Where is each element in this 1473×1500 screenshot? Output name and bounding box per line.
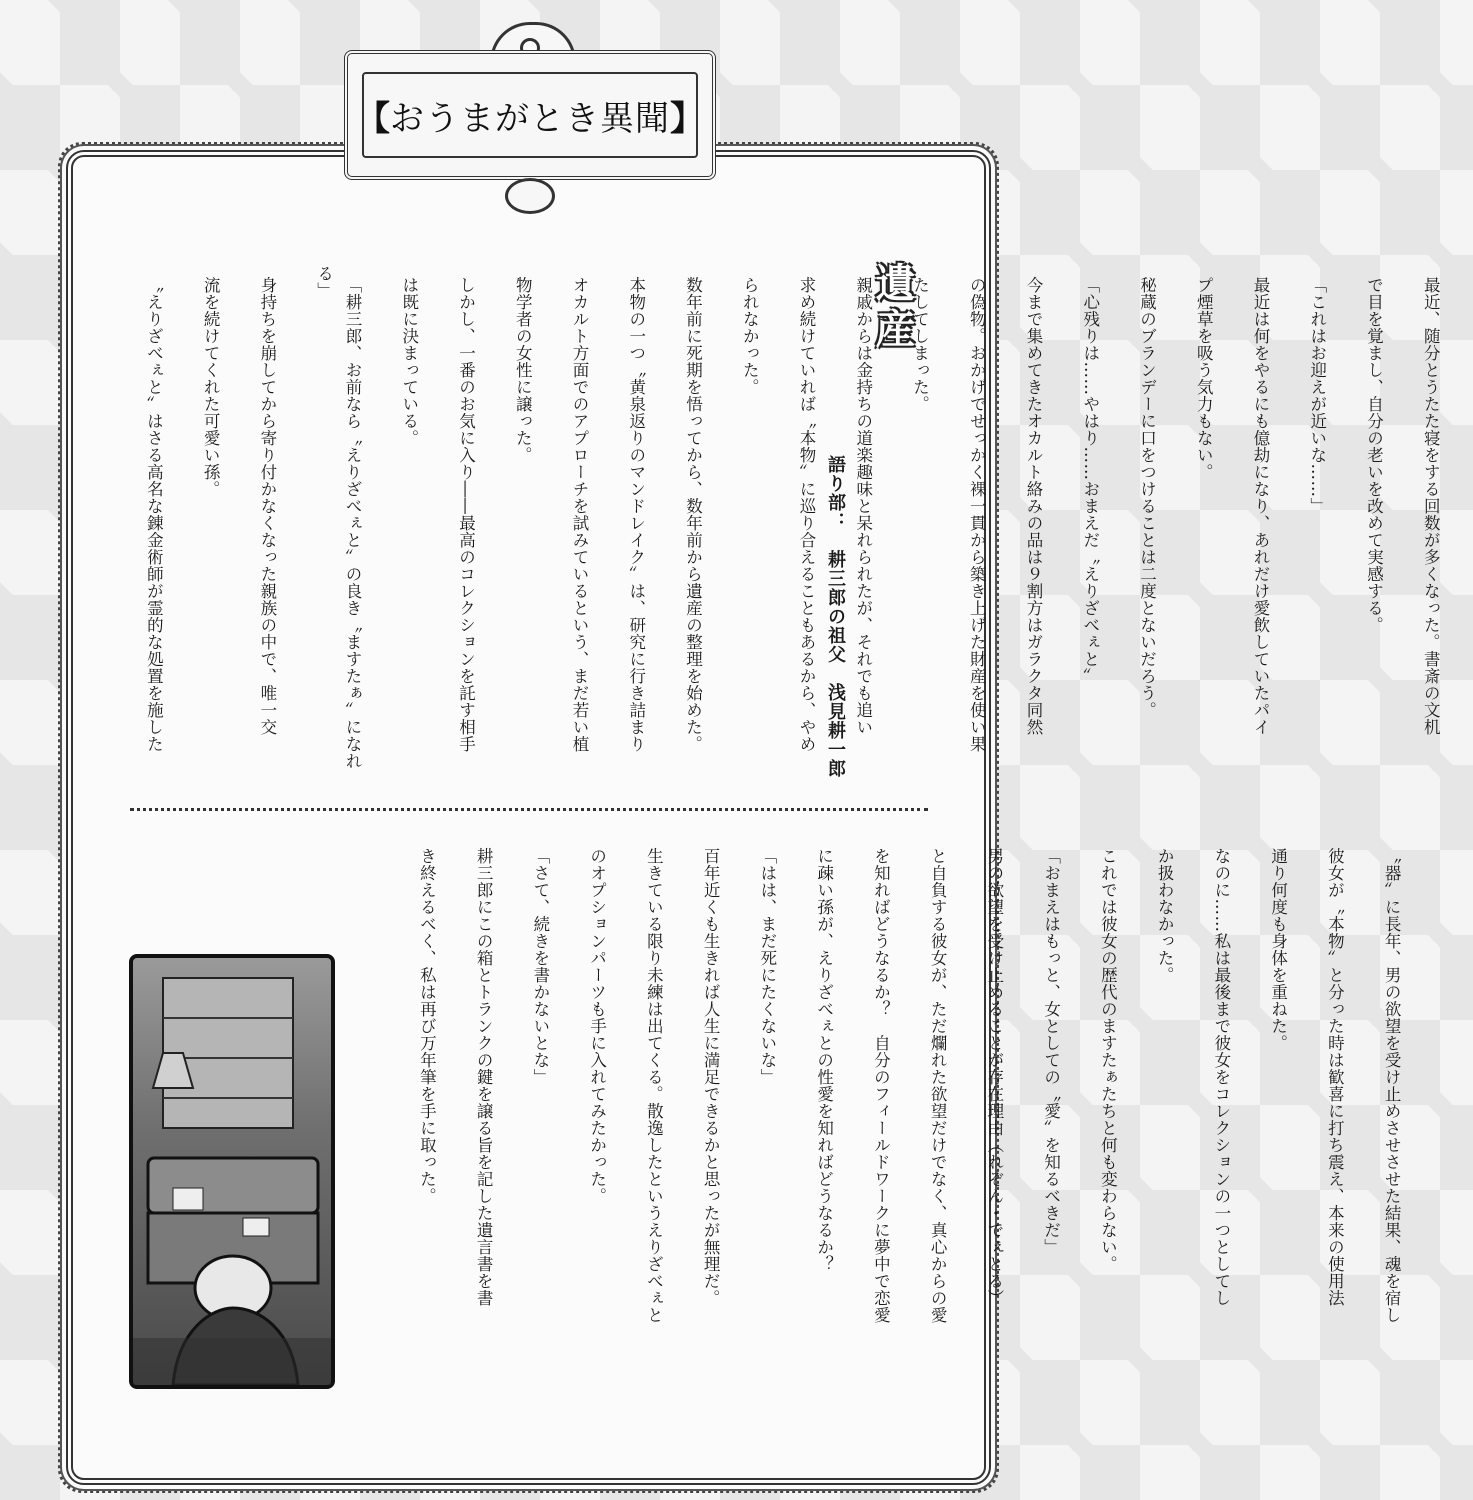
dotted-divider <box>130 808 928 811</box>
upper-column: 数年前に死期を悟ってから、数年前から遺産の整理を始めた。 <box>683 276 703 753</box>
lower-column: 「おまえはもっと、女としての〝愛〟を知るべきだ」 <box>1041 847 1061 1256</box>
narrator-credit: 語り部： 耕三郎の祖父 浅見耕一郎 <box>825 455 846 778</box>
upper-column: しかし、一番のお気に入り――最高のコレクションを託す相手 <box>456 276 476 753</box>
upper-column: 秘蔵のブランデーに口をつけることは二度とないだろう。 <box>1137 276 1157 719</box>
lower-column: に疎い孫が、えりざべぇとの性愛を知ればどうなるか？ <box>814 847 834 1273</box>
lower-column: なのに……私は最後まで彼女をコレクションの一つとしてし <box>1211 847 1231 1307</box>
upper-column: 今まで集めてきたオカルト絡みの品は９割方はガラクタ同然 <box>1024 276 1043 736</box>
upper-column: 「心残りは……やはり……おまえだ〝えりざべぇと〟 <box>1080 276 1100 685</box>
upper-text-block <box>139 265 1473 785</box>
lower-column: と自負する彼女が、ただ爛れた欲望だけでなく、真心からの愛 <box>928 847 948 1324</box>
rose-ornament-icon <box>505 178 555 214</box>
upper-column: は既に決まっている。 <box>399 276 419 447</box>
title-plate-inner <box>356 72 704 158</box>
lower-column: 「はは、まだ死にたくないな」 <box>757 847 777 1086</box>
lower-column: 〝器〟に長年、男の欲望を受け止めさせさせた結果、魂を宿し <box>1382 847 1402 1324</box>
upper-column: 最近、随分とうたた寝をする回数が多くなった。書斎の文机 <box>1421 276 1441 736</box>
title-left-bracket: 【 <box>356 98 390 139</box>
upper-column: 本物の一つ〝黄泉返りのマンドレイク〟は、研究に行き詰まり <box>626 276 646 753</box>
upper-column: で目を覚まし、自分の老いを改めて実感する。 <box>1364 276 1384 634</box>
upper-column: 物学者の女性に譲った。 <box>513 276 533 464</box>
page-title: おうまがとき異聞 <box>390 98 670 139</box>
upper-column: 「耕三郎、お前なら〝えりざべぇと〟の良き〝ますたぁ〟になれる」 <box>314 265 362 770</box>
illustration-panel <box>129 954 335 1389</box>
lower-column: のオプションパーツも手に入れてみたかった。 <box>587 847 607 1205</box>
lower-column: か扱わなかった。 <box>1155 847 1175 984</box>
lower-text-block <box>412 836 1434 1366</box>
upper-column: 求め続けていれば〝本物〟に巡り合えることもあるから、やめ <box>797 276 816 753</box>
lower-column: 耕三郎にこの箱とトランクの鍵を譲る旨を記した遺言書を書 <box>474 847 494 1307</box>
illustration-drawing <box>133 958 331 1385</box>
lower-column: 生きている限り未練は出てくる。散逸したというえりざべぇと <box>644 847 664 1324</box>
lower-column: 「さて、続きを書かないとな」 <box>530 847 550 1086</box>
lower-column: を知ればどうなるか？ 自分のフィールドワークに夢中で恋愛 <box>871 847 891 1324</box>
upper-column: プ煙草を吸う気力もない。 <box>1194 276 1214 481</box>
lower-column: き終えるべく、私は再び万年筆を手に取った。 <box>417 847 437 1205</box>
lower-column: 男の欲望を受け止めることが存在理由（れぞん・でぇとる） <box>984 847 1004 1307</box>
upper-column: 「これはお迎えが近いな……」 <box>1307 276 1327 515</box>
upper-column: られなかった。 <box>740 276 760 396</box>
upper-column: 〝えりざべぇと〟はさる高名な錬金術師が霊的な処置を施した <box>144 276 164 753</box>
story-heading: 遺産 <box>869 262 916 354</box>
lower-column: これでは彼女の歴代のますたぁたちと何も変わらない。 <box>1098 847 1118 1273</box>
upper-column: 流を続けてくれた可愛い孫。 <box>201 276 221 498</box>
title-plate <box>344 50 716 180</box>
upper-column: オカルト方面でのアプローチを試みているという、まだ若い植 <box>570 276 589 753</box>
upper-column: たしてしまった。 <box>910 276 930 413</box>
title-right-bracket: 】 <box>670 98 704 139</box>
lower-column: 百年近くも生きれば人生に満足できるかと思ったが無理だ。 <box>701 847 721 1307</box>
upper-column: 最近は何をやるにも億劫になり、あれだけ愛飲していたパイ <box>1251 276 1270 736</box>
lower-column: 通り何度も身体を重ねた。 <box>1268 847 1288 1052</box>
upper-column: 親戚からは金持ちの道楽趣味と呆れられたが、それでも追い <box>853 276 873 736</box>
lower-column: 彼女が〝本物〟と分った時は歓喜に打ち震え、本来の使用法 <box>1325 847 1345 1307</box>
upper-column: の偽物。おかげでせっかく裸一貫から築き上げた財産を使い果 <box>967 276 987 753</box>
upper-column: 身持ちを崩してから寄り付かなくなった親族の中で、唯一交 <box>257 276 277 736</box>
